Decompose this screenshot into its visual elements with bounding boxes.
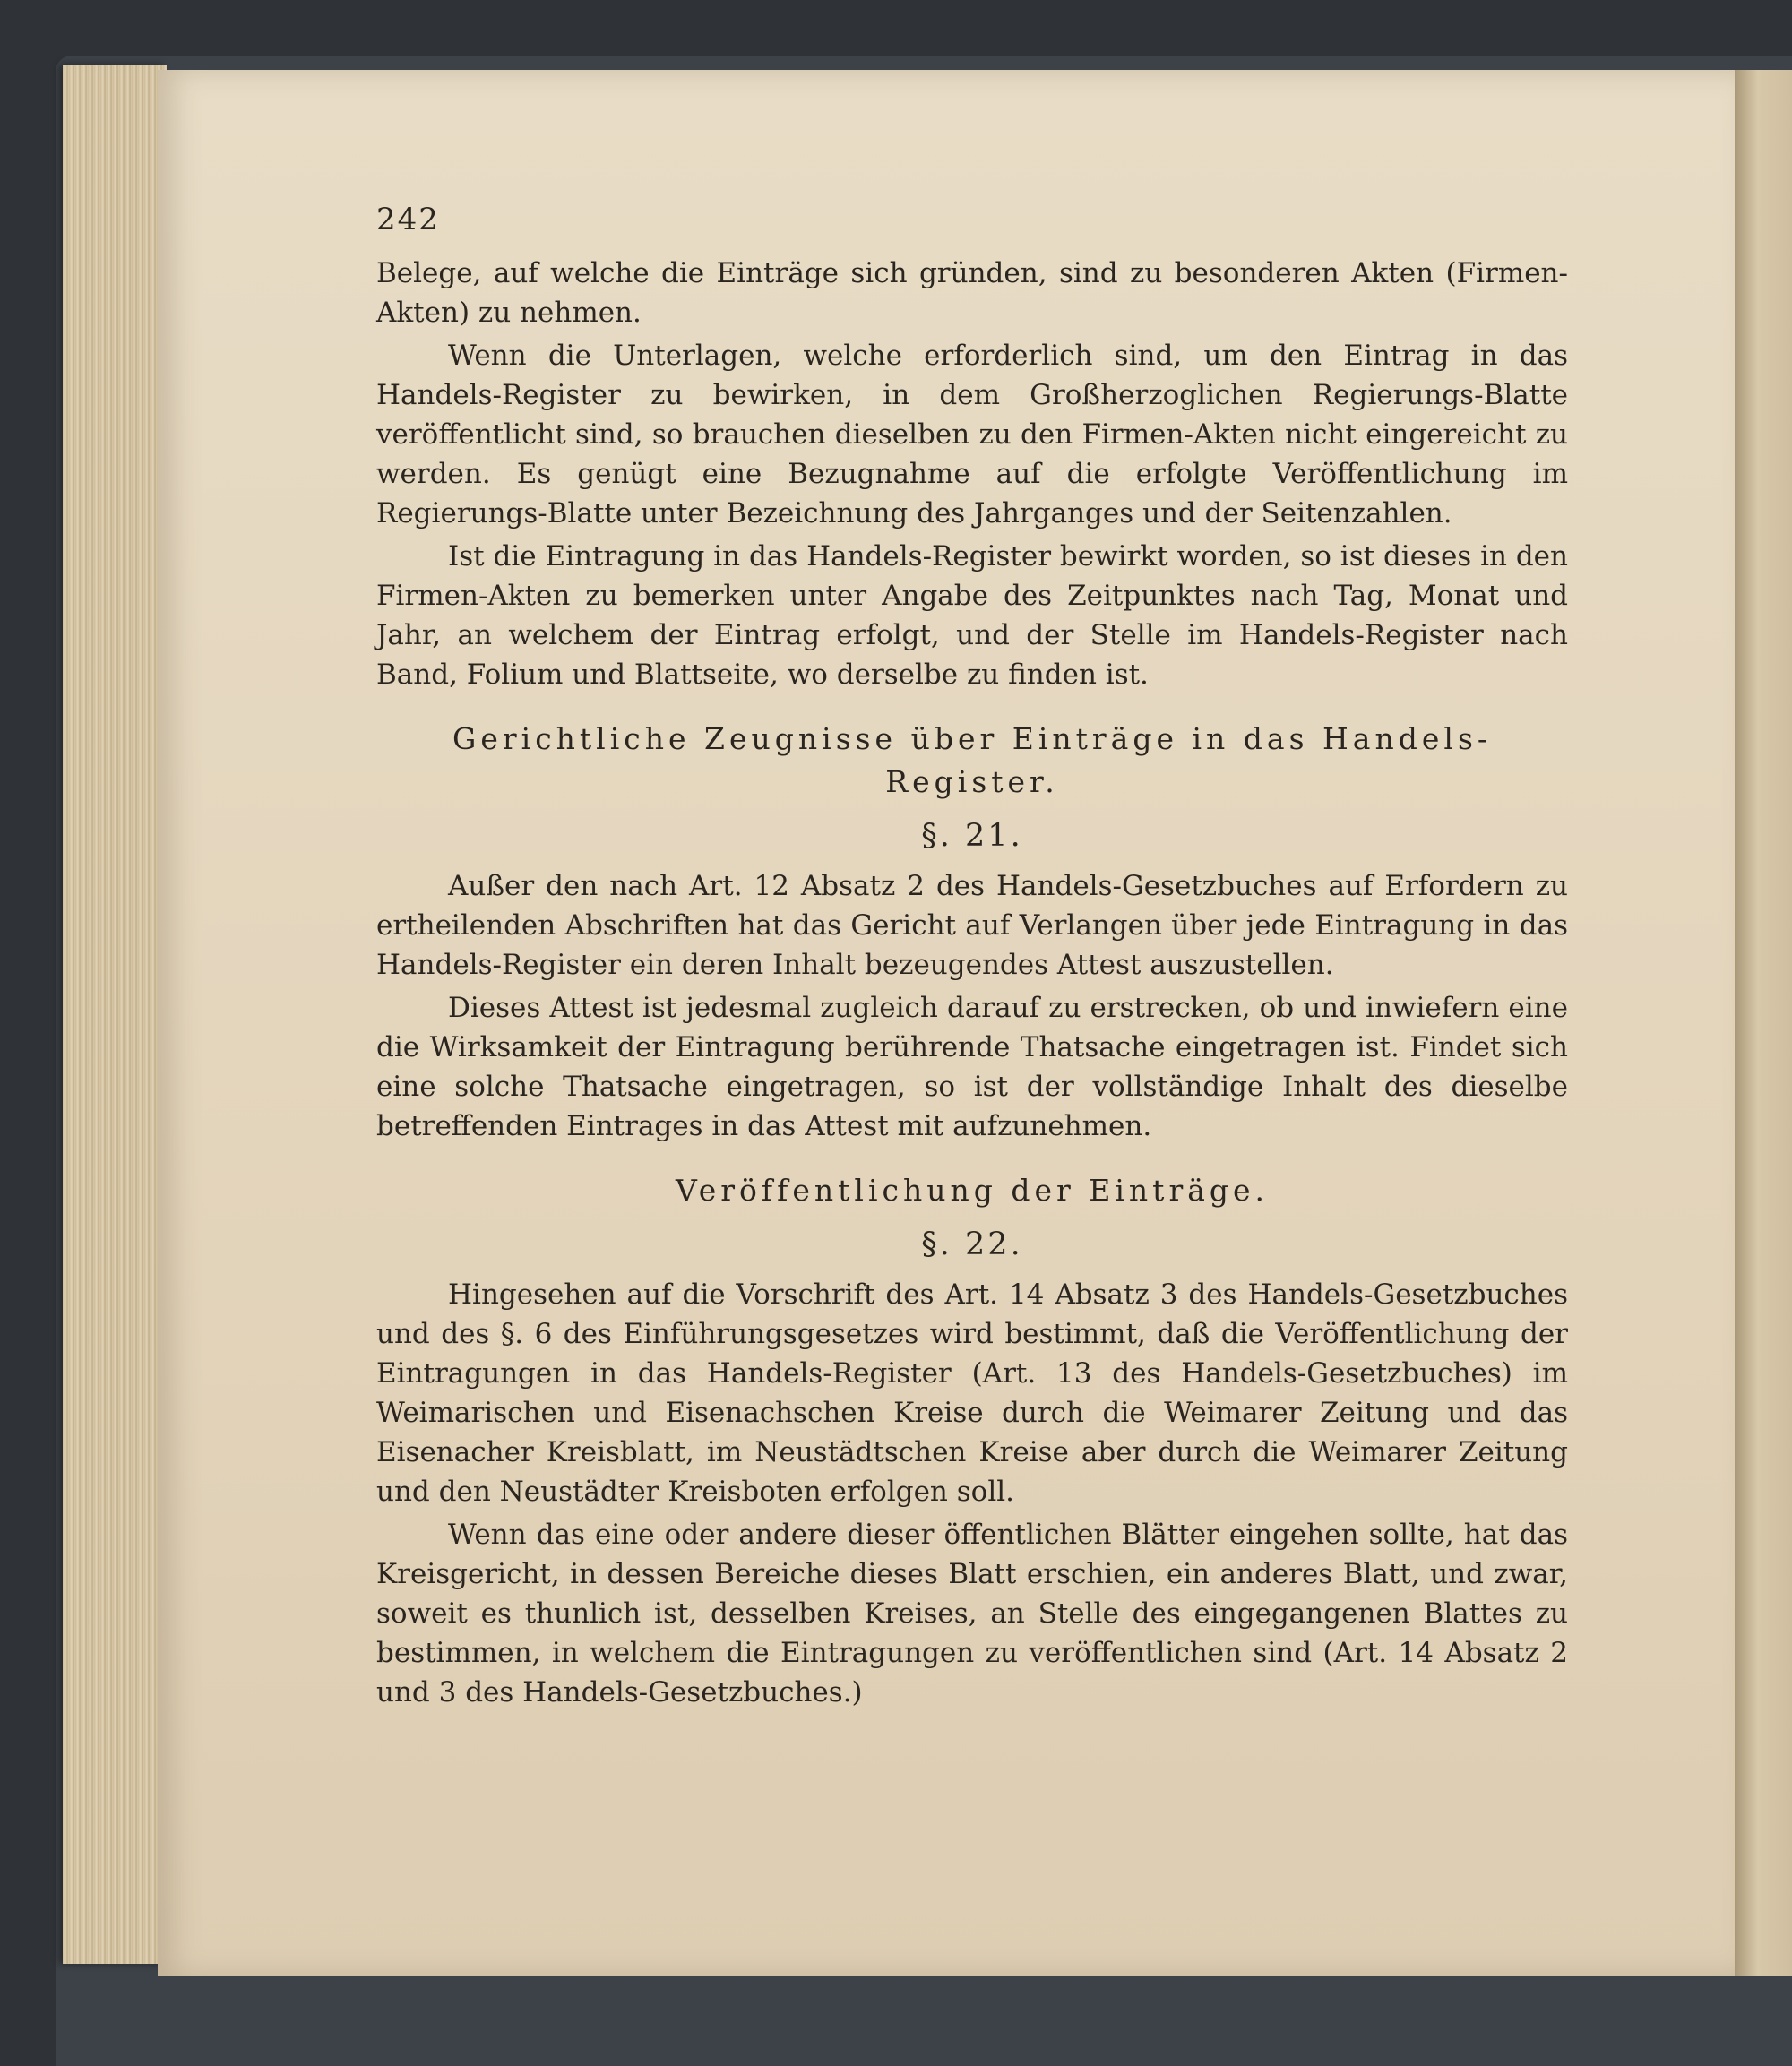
next-page-edge (1735, 70, 1792, 1976)
page-number: 242 (376, 202, 440, 237)
section-21-heading: Gerichtliche Zeugnisse über Einträge in das Handels-Register. (452, 721, 1493, 799)
paragraph: Ist die Eintragung in das Handels-Register bewirkt worden, so ist dieses in den Firmen-Akten zu bemerken unter Angabe des Zeitpunktes nach Tag, Monat und Jahr, an welchem der Eintrag erfolgt, und der Stelle im Handels-Register nach Band, Folium und Blattseite, wo derselbe zu finden ist. (376, 540, 1568, 691)
paragraph: Außer den nach Art. 12 Absatz 2 des Handels-Gesetzbuches auf Erfordern zu ertheilenden Abschriften hat das Gericht auf Verlangen über jede Eintragung in das Handels-Register ein deren Inhalt bezeugendes Attest auszustellen. (376, 870, 1568, 981)
paragraph: Hingesehen auf die Vorschrift des Art. 14 Absatz 3 des Handels-Gesetzbuches und des §. 6 des Einführungsgesetzes wird bestimmt, daß die Veröffentlichung der Eintragungen in das Handels-Register (Art. 13 des Handels-Gesetzbuches) im Weimarischen und Eisenachschen Kreise durch die Weimarer Zeitung und das Eisenacher Kreisblatt, im Neustädtschen Kreise aber durch die Weimarer Zeitung und den Neustädter Kreisboten erfolgen soll. (376, 1278, 1568, 1508)
paragraph: Dieses Attest ist jedesmal zugleich darauf zu erstrecken, ob und inwiefern eine die Wirksamkeit der Eintragung berührende Thatsache eingetragen ist. Findet sich eine solche Thatsache eingetragen, so ist der vollständige Inhalt des dieselbe betreffenden Eintrages in das Attest mit aufzunehmen. (376, 992, 1568, 1142)
paragraph: Wenn die Unterlagen, welche erforderlich sind, um den Eintrag in das Handels-Register zu bewirken, in dem Großherzoglichen Regierungs-Blatte veröffentlicht sind, so brauchen dieselben zu den Firmen-Akten nicht eingereicht zu werden. Es genügt eine Bezugnahme auf die erfolgte Veröffentlichung im Regierungs-Blatte unter Bezeichnung des Jahrganges und der Seitenzahlen. (376, 340, 1568, 529)
section-22-number: §. 22. (921, 1227, 1023, 1262)
page-content (376, 202, 1568, 1712)
section-22-heading: Veröffentlichung der Einträge. (675, 1173, 1270, 1208)
paragraph: Wenn das eine oder andere dieser öffentlichen Blätter eingehen sollte, hat das Kreisgericht, in dessen Bereiche dieses Blatt erschien, ein anderes Blatt, und zwar, soweit es thunlich ist, desselben Kreises, an Stelle des eingegangenen Blattes zu bestimmen, in welchem die Eintragungen zu veröffentlichen sind (Art. 14 Absatz 2 und 3 des Handels-Gesetzbuches.) (376, 1519, 1568, 1709)
paragraph: Belege, auf welche die Einträge sich gründen, sind zu besonderen Akten (Firmen-Akten) zu nehmen. (376, 257, 1568, 329)
section-21-number: §. 21. (921, 818, 1023, 854)
page-edges (63, 65, 167, 1964)
